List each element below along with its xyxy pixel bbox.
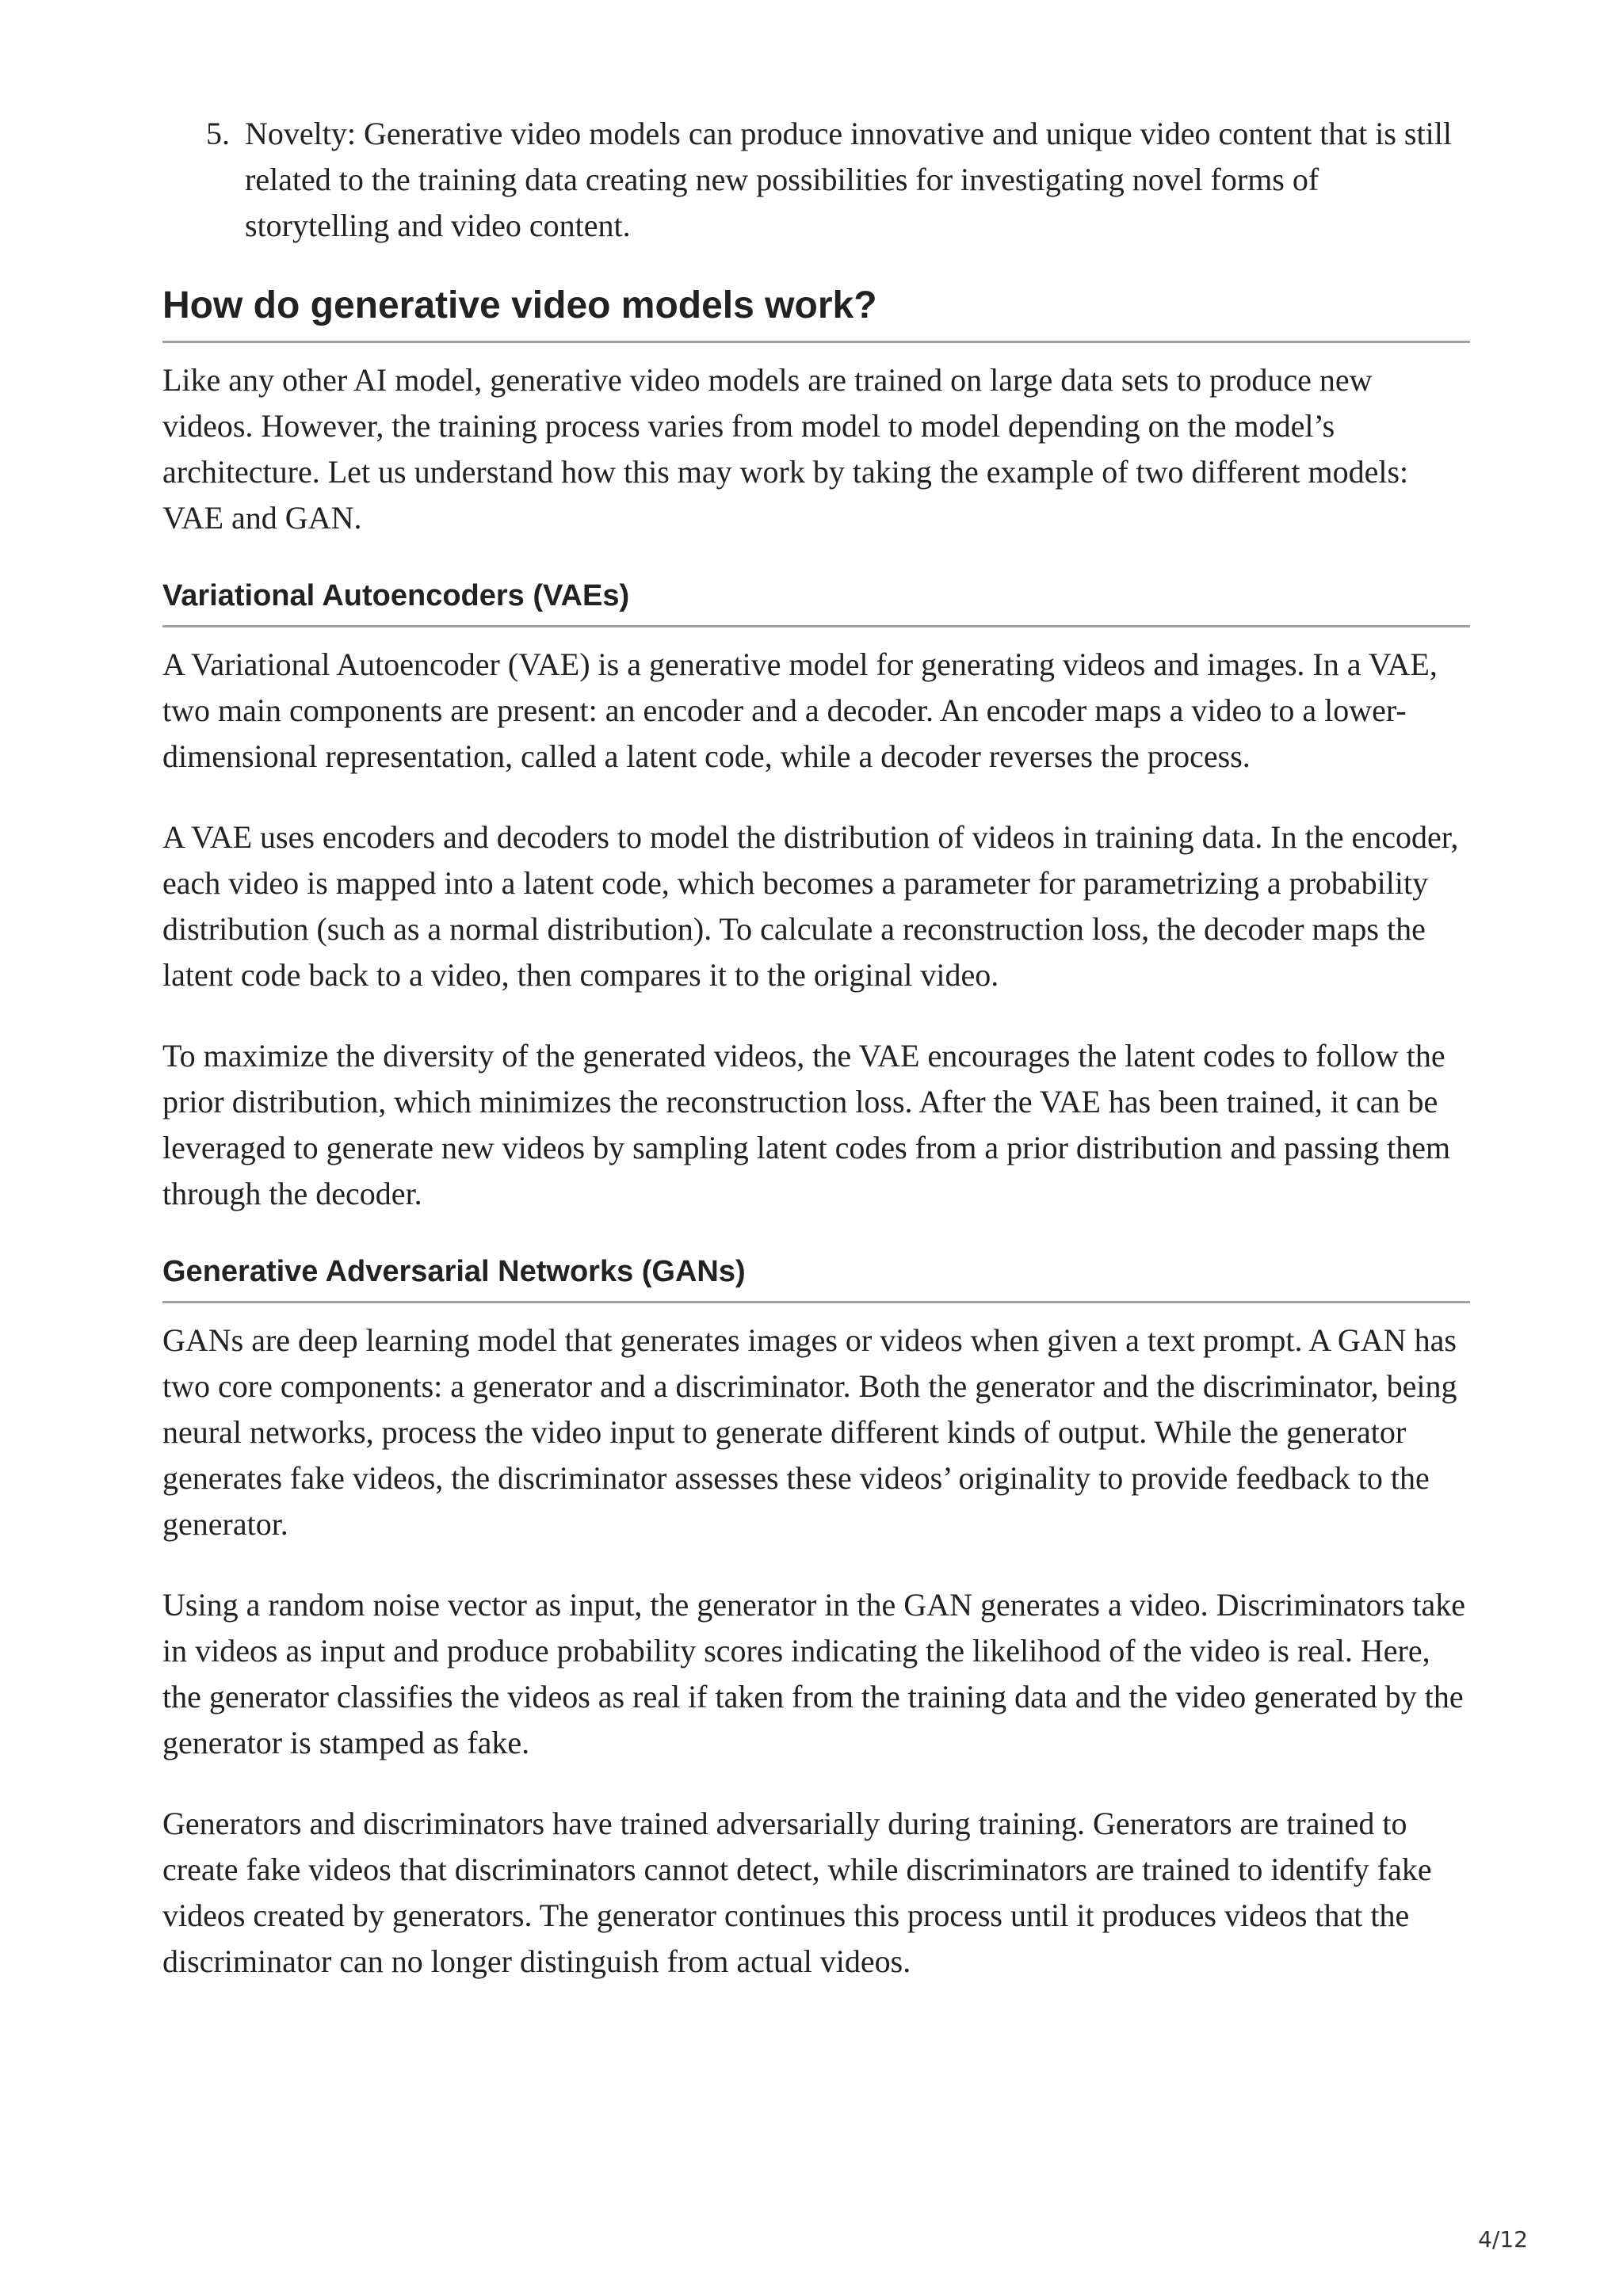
list-item-text: Novelty: Generative video models can produce innovative and unique video content that is still related to the training data creating new possibilities for investigating novel forms of storytelling and video content.	[245, 116, 1452, 243]
vae-paragraph: To maximize the diversity of the generated videos, the VAE encourages the latent codes to follow the prior distribution, which minimizes the reconstruction loss. After the VAE has been trained, it can be leveraged to generate new videos by sampling latent codes from a prior distribution and passing them through the decoder.	[162, 1038, 1451, 1211]
list-item	[162, 111, 1470, 249]
section-heading: How do generative video models work?	[162, 282, 1470, 343]
gan-paragraph: Generators and discriminators have trained adversarially during training. Generators are trained to create fake videos that discriminators cannot detect, while discriminators are trained to identify fake videos created by generators. The generator continues this process until it produces videos that the discriminator can no longer distinguish from actual videos.	[162, 1806, 1432, 1979]
vae-paragraph: A Variational Autoencoder (VAE) is a generative model for generating videos and images. In a VAE, two main components are present: an encoder and a decoder. An encoder maps a video to a lower-dimensional representation, called a latent code, while a decoder reverses the process.	[162, 646, 1438, 774]
vae-subheading: Variational Autoencoders (VAEs)	[162, 576, 1470, 627]
gan-paragraph: Using a random noise vector as input, the generator in the GAN generates a video. Discriminators take in videos as input and produce probability scores indicating the likelihood of the video is real. Here, the generator classifies the videos as real if taken from the training data and the video generated by the generator is stamped as fake.	[162, 1587, 1465, 1760]
page-number: 4/12	[1478, 2226, 1528, 2252]
vae-paragraph: A VAE uses encoders and decoders to model the distribution of videos in training data. In the encoder, each video is mapped into a latent code, which becomes a parameter for parametrizing a probability distribution (such as a normal distribution). To calculate a reconstruction loss, the decoder maps the latent code back to a video, then compares it to the original video.	[162, 819, 1459, 993]
section-intro-paragraph: Like any other AI model, generative video models are trained on large data sets to produce new videos. However, the training process varies from model to model depending on the model’s architecture. Let us understand how this may work by taking the example of two different models: VAE and GAN.	[162, 362, 1409, 536]
document-page	[162, 111, 1470, 2019]
gan-paragraph: GANs are deep learning model that generates images or videos when given a text prompt. A GAN has two core components: a generator and a discriminator. Both the generator and the discriminator, being neural networks, process the video input to generate different kinds of output. While the generator generates fake videos, the discriminator assesses these videos’ originality to provide feedback to the generator.	[162, 1322, 1457, 1542]
list-number: 5.	[206, 116, 230, 151]
gan-subheading: Generative Adversarial Networks (GANs)	[162, 1252, 1470, 1303]
